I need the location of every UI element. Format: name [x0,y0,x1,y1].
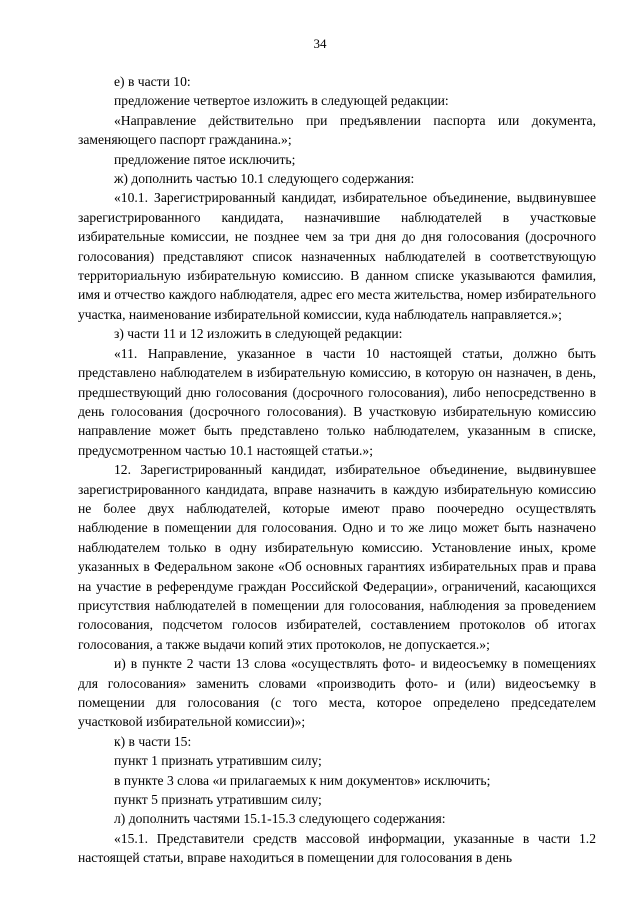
paragraph: л) дополнить частями 15.1-15.3 следующего содержания: [114,811,446,827]
paragraph: «15.1. Представители средств массовой информации, указанные в части 1.2 настоящей статьи, вправе находиться в помещении для голосования в день [78,830,596,866]
paragraph: в пункте 3 слова «и прилагаемых к ним документов» исключить; [114,772,491,788]
paragraph: ж) дополнить частью 10.1 следующего содержания: [114,171,415,187]
paragraph: к) в части 15: [114,733,192,749]
paragraph: е) в части 10: [114,74,191,89]
paragraph: «10.1. Зарегистрированный кандидат, избирательное объединение, выдвинувшее зарегистрированного кандидата, назначившие наблюдателей в участковые избирательные комиссии, не позднее чем за три дня до дня голосования (досрочного голосования) представляют список назначенных наблюдателей в соответствующую территориальную избирательную комиссию. В данном списке указываются фамилия, имя и отчество каждого наблюдателя, адрес его места жительства, номер избирательного участка, наименование избирательной комиссии, куда наблюдатель направляется.»; [78,190,596,322]
page-number: 34 [313,36,327,51]
paragraph: 12. Зарегистрированный кандидат, избирательное объединение, выдвинувшее зарегистрированного кандидата, вправе назначить в каждую избирательную комиссию не более двух наблюдателей, которые имеют право поочередно осуществлять наблюдение в помещении для голосования. Одно и то же лицо может быть назначено наблюдателем только в одну избирательную комиссию. Установление иных, кроме указанных в Федеральном законе «Об основных гарантиях избирательных прав и права на участие в референдуме граждан Российской Федерации», ограничений, касающихся присутствия наблюдателей в помещении для голосования, наблюдения за проведением голосования, подсчетом голосов избирателей, составлением протоколов об итогах голосования, а также выдачи копий этих протоколов, не допускается.»; [78,462,596,652]
paragraph: «Направление действительно при предъявлении паспорта или документа, заменяющего паспорт гражданина.»; [78,112,596,148]
paragraph: з) части 11 и 12 изложить в следующей редакции: [114,326,403,342]
paragraph: пункт 5 признать утратившим силу; [114,792,322,808]
paragraph: и) в пункте 2 части 13 слова «осуществлять фото- и видеосъемку в помещениях для голосования» заменить словами «производить фото- и (или) видеосъемку в помещении для голосования (с того места, которое определено председателем участковой избирательной комиссии)»; [78,656,596,730]
paragraph: «11. Направление, указанное в части 10 настоящей статьи, должно быть представлено наблюдателем в избирательную комиссию, в которую он назначен, в день, предшествующий дню голосования (досрочного голосования), либо непосредственно в день голосования (досрочного голосования). В участковую избирательную комиссию направление может быть представлено только наблюдателем, указанным в списке, предусмотренном частью 10.1 настоящей статьи.»; [78,345,596,458]
paragraph: предложение пятое исключить; [114,151,296,167]
document-body [78,72,596,868]
paragraph: пункт 1 признать утратившим силу; [114,753,322,769]
paragraph: предложение четвертое изложить в следующей редакции: [114,93,449,109]
